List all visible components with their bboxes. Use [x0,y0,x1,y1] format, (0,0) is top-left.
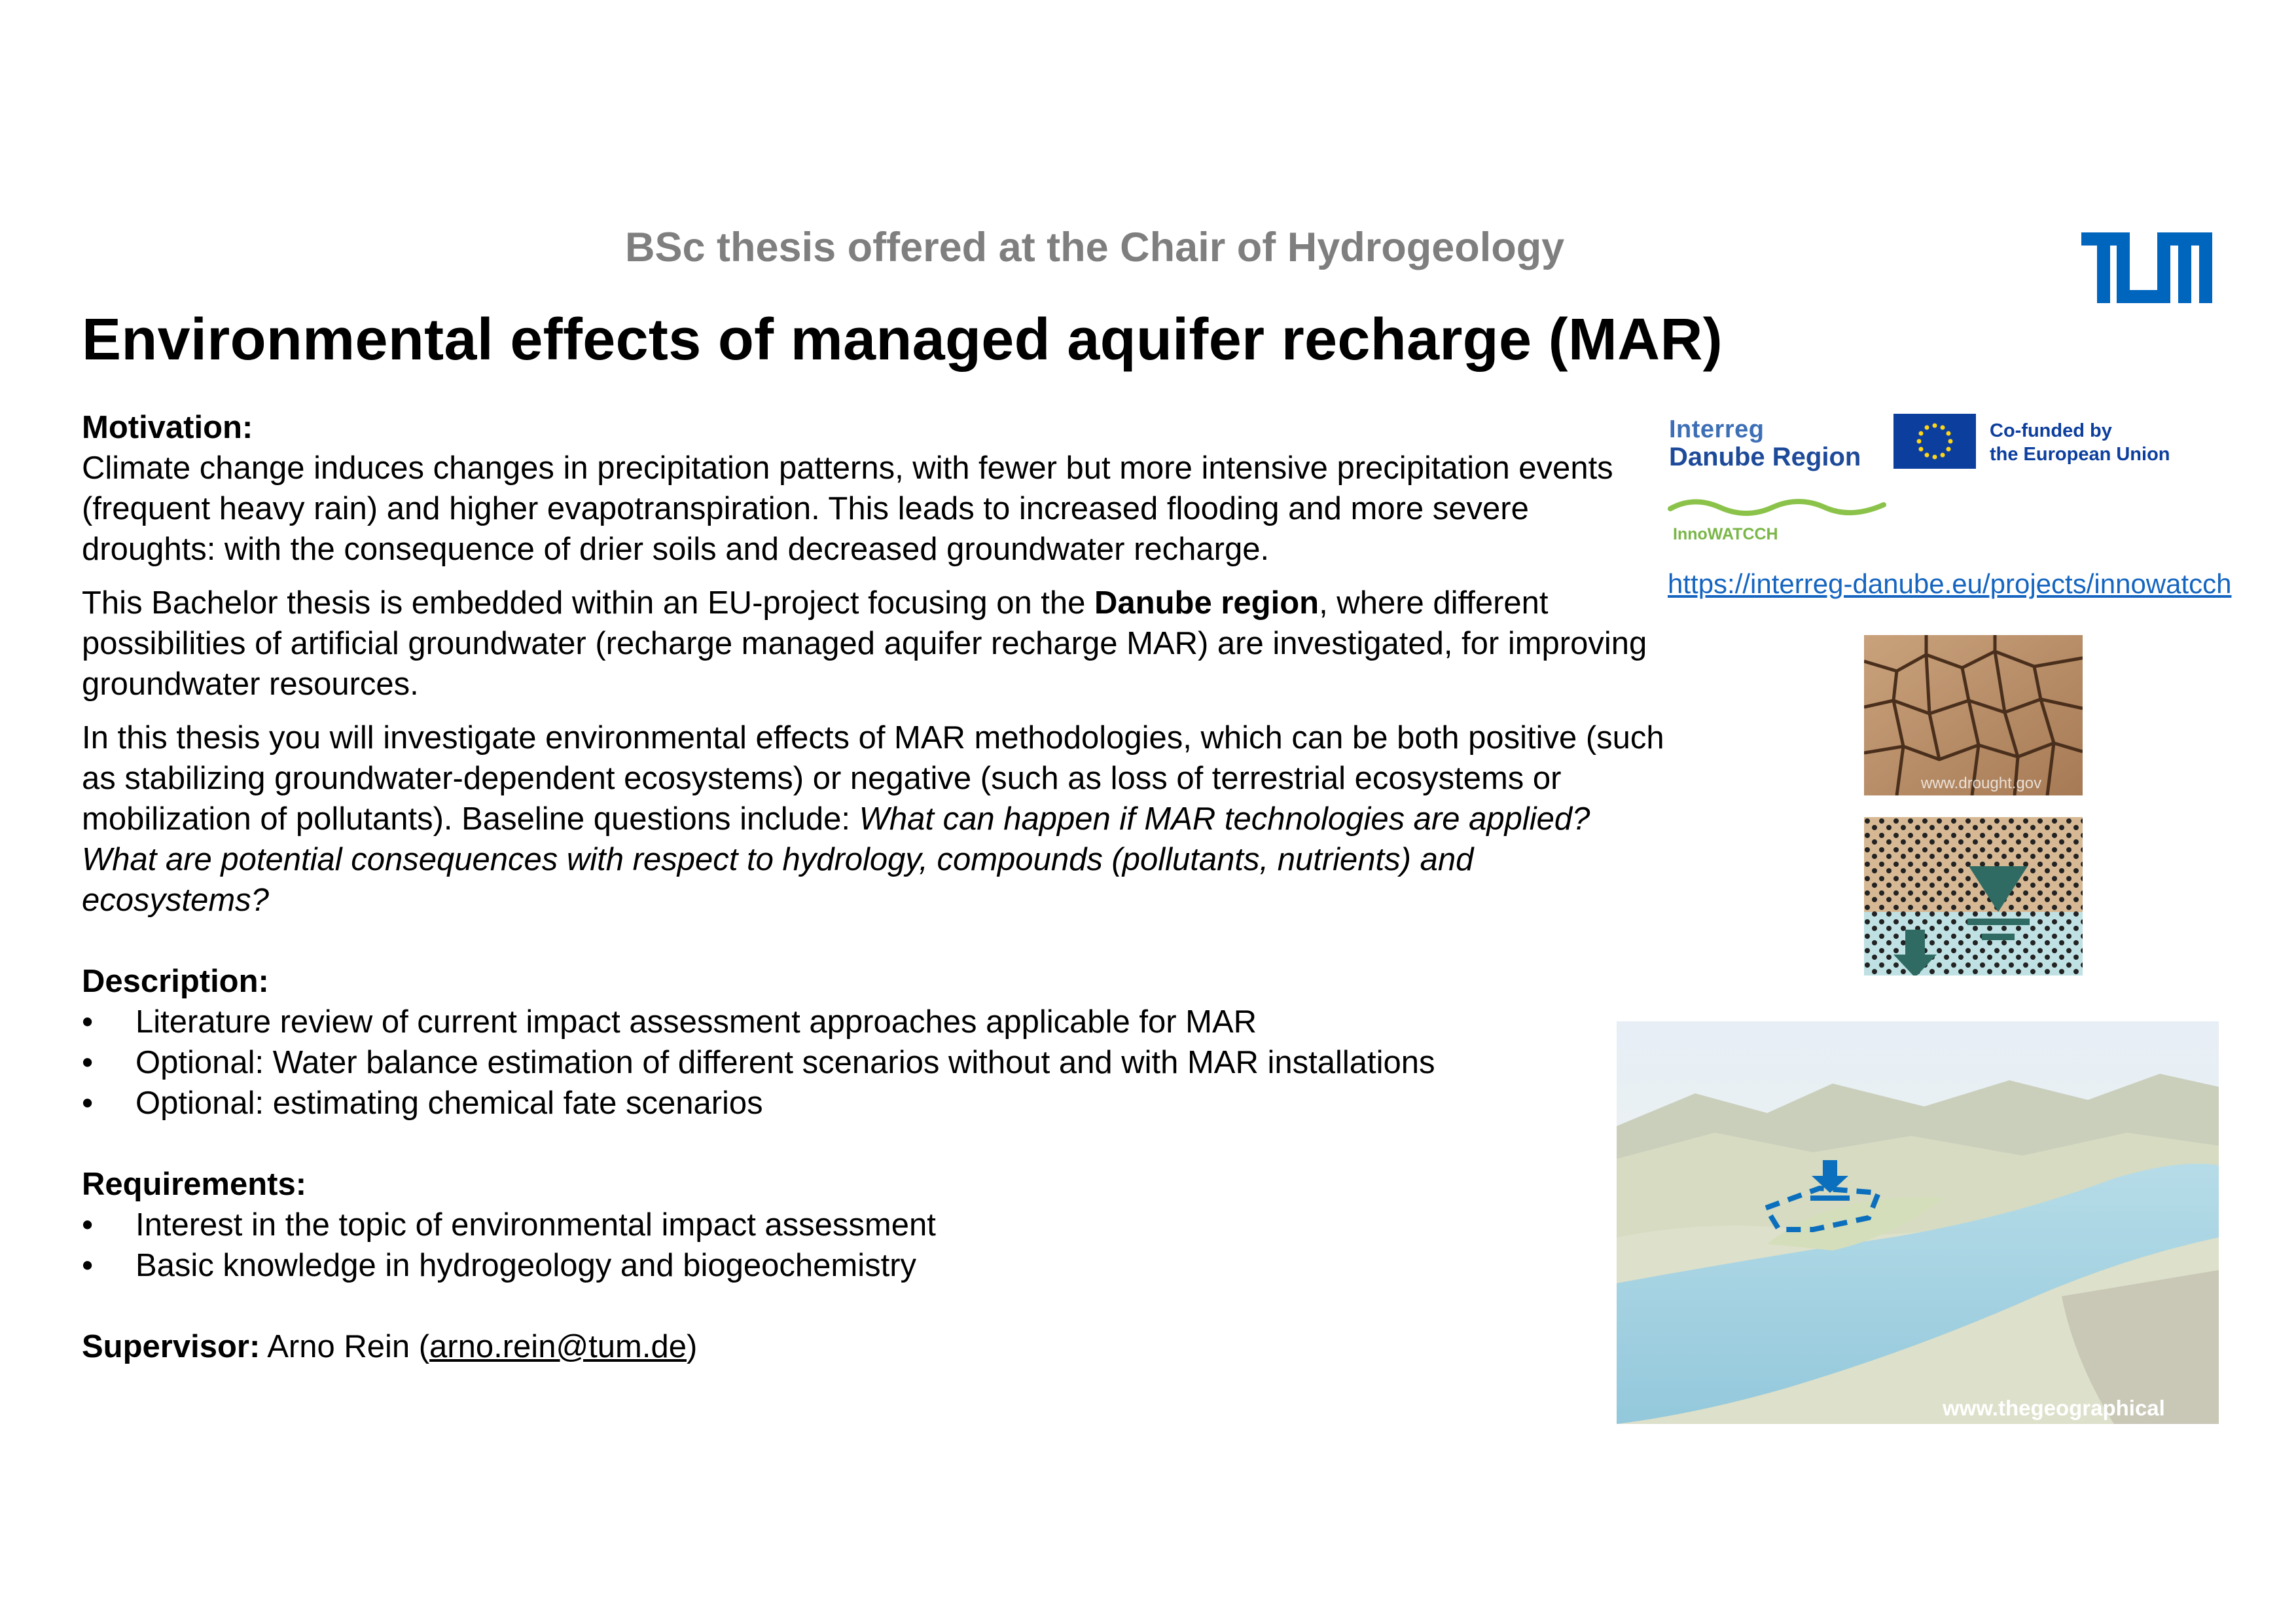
motivation-heading: Motivation: [82,410,253,445]
river-image-credit: www.thegeographical [1943,1396,2165,1420]
eu-flag-icon [1893,414,1976,469]
list-item: • Interest in the topic of environmental impact assessment [82,1207,936,1243]
supervisor-line: Supervisor: Arno Rein (arno.rein@tum.de) [82,1329,698,1364]
drought-image-credit: www.drought.gov [1921,775,2042,792]
page-title: Environmental effects of managed aquifer recharge (MAR) [82,307,1723,373]
danube-river-landscape-image [1617,1021,2219,1424]
list-item: • Optional: estimating chemical fate scenarios [82,1085,763,1121]
requirements-heading: Requirements: [82,1167,307,1202]
requirements-list [82,1205,1666,1286]
tum-logo [2081,232,2212,303]
aquifer-recharge-schematic [1864,817,2083,976]
header-subtitle: BSc thesis offered at the Chair of Hydrogeology [625,225,1565,270]
list-item: • Basic knowledge in hydrogeology and biogeochemistry [82,1248,917,1283]
description-list [82,1002,1666,1123]
innowatcch-label: InnoWATCCH [1673,525,1778,543]
eu-cofunded-text: Co-funded by the European Union [1990,420,2170,465]
drought-cracked-soil-image [1864,635,2083,795]
description-heading: Description: [82,964,269,999]
danube-region-bold: Danube region [1094,585,1319,621]
baseline-questions: What can happen if MAR technologies are applied? What are potential consequences with respect to hydrology, compounds (pollutants, nutrients) and ecosystems? [82,801,1590,918]
list-item: • Optional: Water balance estimation of different scenarios without and with MAR installations [82,1045,1435,1080]
list-item: • Literature review of current impact assessment approaches applicable for MAR [82,1004,1257,1040]
project-link[interactable]: https://interreg-danube.eu/projects/innowatcch [1668,568,2232,599]
supervisor-label: Supervisor: [82,1329,260,1364]
supervisor-email-link[interactable]: arno.rein@tum.de [429,1329,687,1364]
motivation-paragraph-3: In this thesis you will investigate environmental effects of MAR methodologies, which can be both positive (such as stabilizing groundwater-dependent ecosystems) or negative (such as loss of terrestrial ecosystems or mobilization of pollutants). Baseline questions include: What can happen if MAR technologies are applied? What are potential consequences with respect to hydrology, compounds (pollutants, nutrients) and ecosystems? [82,720,1664,918]
main-content [82,407,1666,1367]
interreg-danube-logo: Interreg Danube Region [1669,416,1861,471]
motivation-paragraph-1: Climate change induces changes in precipitation patterns, with fewer but more intensive precipitation events (frequent heavy rain) and higher evapotranspiration. This leads to increased flooding and more severe droughts: with the consequence of drier soils and decreased groundwater recharge. [82,450,1613,567]
motivation-paragraph-2: This Bachelor thesis is embedded within an EU-project focusing on the Danube region, where different possibilities of artificial groundwater (recharge managed aquifer recharge MAR) are investigated, for improving groundwater resources. [82,585,1647,702]
